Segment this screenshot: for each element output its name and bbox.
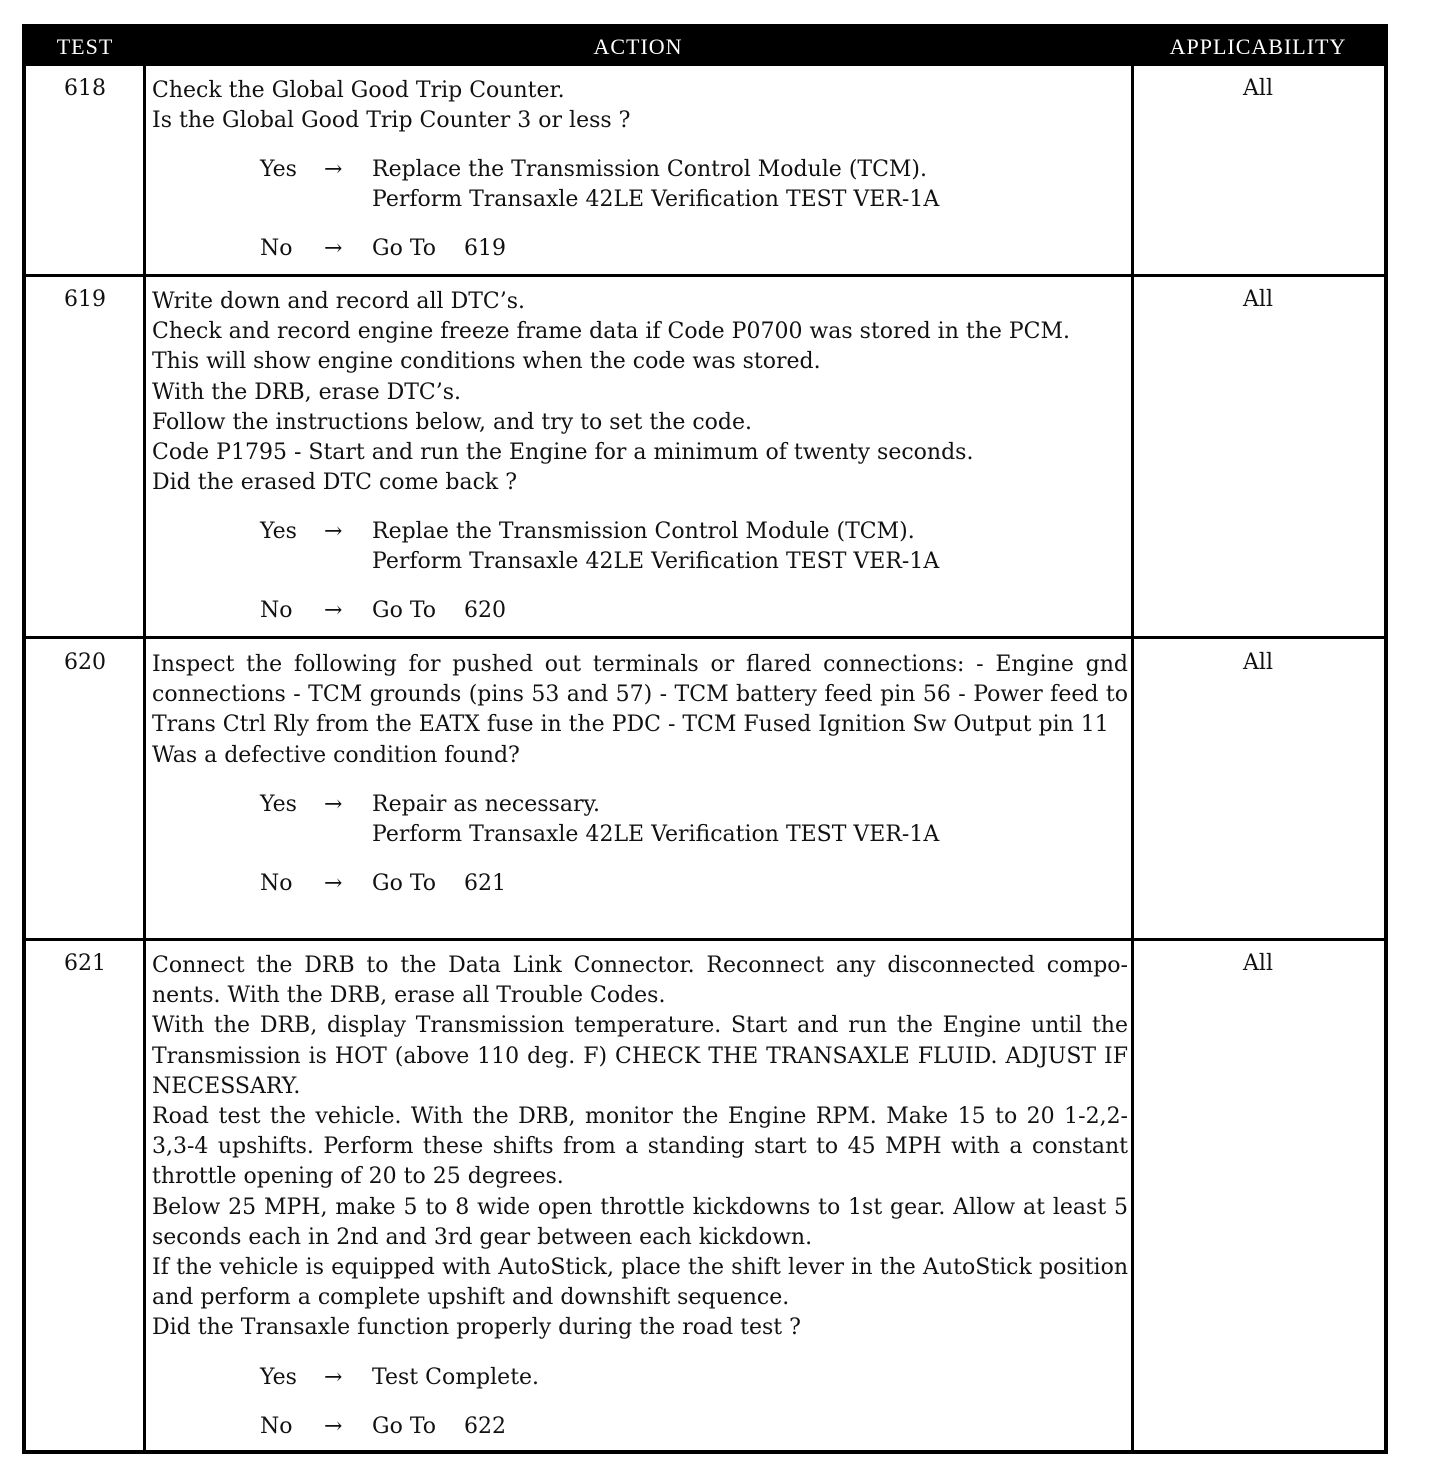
header-applicability: APPLICABILITY [1169, 34, 1347, 59]
applicability-value: All [1243, 287, 1273, 312]
action-paragraph: With the DRB, display Transmission temperature. Start and run the Engine until the Transmission is HOT (above 110 deg. F) CHECK THE TRANSAXLE FLUID. ADJUST IF NECESSARY. [152, 1013, 1128, 1099]
goto-target: 621 [464, 870, 506, 896]
yes-branch-continued [152, 547, 1128, 577]
test-number: 620 [64, 650, 106, 675]
header-action: ACTION [593, 34, 683, 59]
applicability-value: All [1243, 951, 1273, 976]
action-line: Code P1795 - Start and run the Engine for a minimum of twenty seconds. [152, 440, 974, 466]
yes-branch [152, 1363, 1128, 1393]
action-line: Did the erased DTC come back ? [152, 470, 518, 496]
no-label: No [260, 598, 293, 624]
goto-label: Go To [372, 598, 437, 624]
arrow-icon: → [324, 598, 343, 624]
yes-action: Perform Transaxle 42LE Verification TEST VER-1A [372, 187, 940, 213]
test-number: 618 [64, 76, 106, 101]
arrow-icon: → [324, 236, 343, 262]
row-divider [26, 636, 1384, 639]
header-test: TEST [56, 34, 114, 59]
action-line: Check and record engine freeze frame data if Code P0700 was stored in the PCM. [152, 319, 1071, 345]
yes-label: Yes [260, 1364, 297, 1390]
action-question: Was a defective condition found? [152, 742, 520, 768]
action-line: This will show engine conditions when the code was stored. [152, 349, 821, 375]
yes-label: Yes [260, 157, 297, 183]
action-cell [152, 76, 1128, 264]
yes-branch [152, 155, 1128, 185]
goto-target: 622 [464, 1413, 506, 1439]
no-branch [152, 1412, 1128, 1442]
yes-action: Test Complete. [372, 1364, 540, 1390]
yes-label: Yes [260, 519, 297, 545]
arrow-icon: → [324, 791, 343, 817]
action-cell [152, 951, 1128, 1442]
no-branch [152, 596, 1128, 626]
goto-target: 620 [464, 598, 506, 624]
action-paragraph: Connect the DRB to the Data Link Connector. Reconnect any disconnected compo-nents. With the DRB, erase all Trouble Codes. [152, 953, 1128, 1009]
yes-action: Replace the Transmission Control Module (TCM). [372, 157, 928, 183]
goto-label: Go To [372, 236, 437, 262]
yes-action: Perform Transaxle 42LE Verification TEST VER-1A [372, 821, 940, 847]
test-number: 621 [64, 951, 106, 976]
goto-label: Go To [372, 870, 437, 896]
yes-action: Perform Transaxle 42LE Verification TEST VER-1A [372, 549, 940, 575]
yes-action: Repair as necessary. [372, 791, 600, 817]
goto-target: 619 [464, 236, 506, 262]
action-line: Check the Global Good Trip Counter. [152, 78, 565, 103]
no-branch [152, 234, 1128, 264]
row-divider [26, 274, 1384, 277]
yes-label: Yes [260, 791, 297, 817]
diagnostic-test-table [22, 24, 1388, 1454]
action-question: Did the Transaxle function properly during the road test ? [152, 1315, 801, 1341]
yes-branch-continued [152, 820, 1128, 850]
action-paragraph: Below 25 MPH, make 5 to 8 wide open throttle kickdowns to 1st gear. Allow at least 5 seconds each in 2nd and 3rd gear between each kickdown. [152, 1194, 1128, 1250]
test-number: 619 [64, 287, 106, 312]
row-divider [26, 938, 1384, 941]
no-label: No [260, 236, 293, 262]
applicability-value: All [1243, 650, 1273, 675]
yes-branch-continued [152, 185, 1128, 215]
action-line: Write down and record all DTC’s. [152, 289, 526, 314]
yes-branch [152, 790, 1128, 820]
action-cell [152, 650, 1128, 899]
goto-label: Go To [372, 1413, 437, 1439]
applicability-value: All [1243, 76, 1273, 101]
no-branch [152, 869, 1128, 899]
yes-branch [152, 517, 1128, 547]
no-label: No [260, 870, 293, 896]
yes-action: Replae the Transmission Control Module (TCM). [372, 519, 915, 545]
arrow-icon: → [324, 870, 343, 896]
action-paragraph: If the vehicle is equipped with AutoStick, place the shift lever in the AutoStick position and perform a complete upshift and downshift sequence. [152, 1255, 1128, 1311]
action-line: With the DRB, erase DTC’s. [152, 379, 462, 405]
no-label: No [260, 1413, 293, 1439]
arrow-icon: → [324, 1413, 343, 1439]
table-header [26, 28, 1384, 66]
action-line: Is the Global Good Trip Counter 3 or less ? [152, 108, 631, 134]
arrow-icon: → [324, 519, 343, 545]
arrow-icon: → [324, 157, 343, 183]
action-paragraph: Road test the vehicle. With the DRB, monitor the Engine RPM. Make 15 to 20 1-2,2-3,3-4 upshifts. Perform these shifts from a standing start to 45 MPH with a constant throttle opening of 20 to 25 degrees. [152, 1104, 1128, 1190]
action-line: Follow the instructions below, and try to set the code. [152, 409, 753, 435]
arrow-icon: → [324, 1364, 343, 1390]
action-paragraph: Inspect the following for pushed out terminals or flared connections: - Engine gnd connections - TCM grounds (pins 53 and 57) - TCM battery feed pin 56 - Power feed to Trans Ctrl Rly from the EATX fuse in the PDC - TCM Fused Ignition Sw Output pin 11 [152, 652, 1128, 738]
action-cell [152, 287, 1128, 626]
